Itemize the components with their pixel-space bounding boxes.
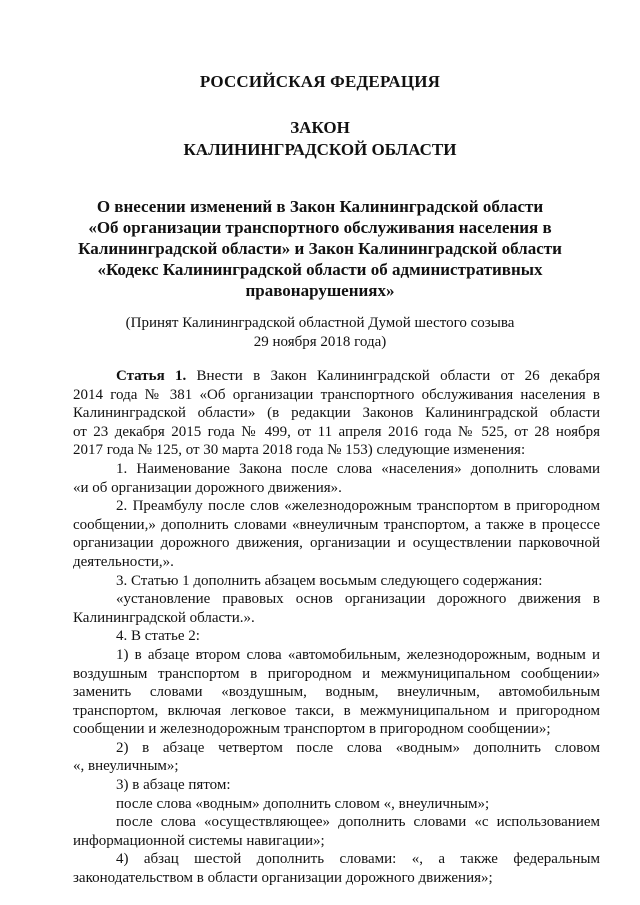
country-heading: РОССИЙСКАЯ ФЕДЕРАЦИЯ: [199, 72, 441, 91]
body-line-text: от 23 декабря 2015 года № 499, от 11 апреля 2016 года № 525, от 28 ноября: [73, 423, 600, 440]
body-line-text: 2) в абзаце четвертом после слова «водным» дополнить словом: [116, 739, 600, 756]
body-line: [73, 850, 600, 869]
body-line-text: организации дорожного движения, организации и осуществлении парковочной: [73, 535, 600, 552]
law-title-line: Калининградской области» и Закон Калининградской области: [78, 239, 562, 258]
body-line: [73, 832, 600, 851]
body-line-text: Калининградской области.».: [73, 609, 255, 626]
body-line-text: после слова «водным» дополнить словом «, внеуличным»;: [116, 795, 490, 812]
body-line-text: информационной системы навигации»;: [73, 832, 325, 849]
body-line-text: 4. В статье 2:: [116, 628, 200, 645]
body-line: [73, 534, 600, 553]
body-line-text: Внести в Закон Калининградской области от 26 декабря: [196, 368, 600, 384]
body-line-text: воздушным транспортом в пригородном и межмуниципальном сообщении»: [73, 665, 600, 682]
law-region-heading: КАЛИНИНГРАДСКОЙ ОБЛАСТИ: [183, 140, 457, 159]
law-heading: ЗАКОН: [290, 118, 350, 137]
body-line-text: 1) в абзаце втором слова «автомобильным, железнодорожным, водным и: [116, 646, 600, 663]
body-line-text: деятельности,».: [73, 553, 174, 570]
body-line: [73, 627, 600, 646]
body-line: [73, 404, 600, 423]
document-body: [73, 367, 600, 888]
body-line: [73, 553, 600, 572]
body-line: [73, 386, 600, 405]
body-line: [73, 516, 600, 535]
body-line-text: 2. Преамбулу после слов «железнодорожным транспортом в пригородном: [116, 498, 600, 515]
body-line: [73, 665, 600, 684]
law-title-line: «Кодекс Калининградской области об административных: [97, 260, 543, 279]
body-line-text: 3. Статью 1 дополнить абзацем восьмым следующего содержания:: [116, 572, 543, 589]
law-title-line: «Об организации транспортного обслуживания населения в: [88, 218, 552, 237]
law-title-line: правонарушениях»: [245, 281, 395, 300]
body-line-text: сообщении и железнодорожным транспортом в пригородном сообщении»;: [73, 721, 551, 738]
body-line: [73, 572, 600, 591]
body-line-text: Калининградской области» (в редакции Законов Калининградской области: [73, 405, 600, 422]
article-label: Статья 1.: [116, 368, 187, 384]
body-line: [73, 813, 600, 832]
body-line: [73, 367, 600, 386]
body-line: [73, 590, 600, 609]
body-line-text: 3) в абзаце пятом:: [116, 777, 231, 794]
body-line: [73, 423, 600, 442]
body-line: [73, 739, 600, 758]
body-line: [73, 460, 600, 479]
body-line-text: 1. Наименование Закона после слова «населения» дополнить словами: [116, 460, 600, 477]
body-line-text: заменить словами «воздушным, водным, внеуличным, автомобильным: [73, 684, 600, 701]
body-line: [73, 497, 600, 516]
adoption-note-line: (Принят Калининградской областной Думой шестого созыва: [125, 315, 515, 331]
body-line: [73, 869, 600, 888]
body-line: [73, 795, 600, 814]
body-line-text: 2014 года № 381 «Об организации транспортного обслуживания населения в: [73, 386, 600, 403]
body-line: [73, 609, 600, 628]
body-line-text: после слова «осуществляющее» дополнить словами «с использованием: [116, 814, 600, 831]
body-line-text: сообщении,» дополнить словами «внеуличным транспортом, а также в процессе: [73, 516, 600, 533]
body-line: [73, 757, 600, 776]
body-line: [73, 646, 600, 665]
body-line: [73, 441, 600, 460]
body-line-text: 2017 года № 125, от 30 марта 2018 года № 153) следующие изменения:: [73, 442, 526, 459]
body-line-text: «установление правовых основ организации дорожного движения в: [116, 591, 600, 608]
body-line: [73, 720, 600, 739]
body-line-text: 4) абзац шестой дополнить словами: «, а также федеральным: [116, 851, 600, 868]
body-line-text: законодательством в области организации дорожного движения»;: [73, 870, 493, 887]
body-line: [73, 683, 600, 702]
body-line: [73, 776, 600, 795]
adoption-note-line: 29 ноября 2018 года): [253, 334, 387, 350]
law-title: [70, 196, 570, 301]
body-line: [73, 702, 600, 721]
body-line-text: «, внеуличным»;: [73, 758, 179, 775]
body-line-text: «и об организации дорожного движения».: [73, 479, 342, 496]
body-line: [73, 479, 600, 498]
adoption-note: [0, 314, 640, 352]
law-title-line: О внесении изменений в Закон Калининградской области: [96, 197, 544, 216]
body-line-text: транспортом, включая легковое такси, в межмуниципальном и пригородном: [73, 702, 600, 719]
